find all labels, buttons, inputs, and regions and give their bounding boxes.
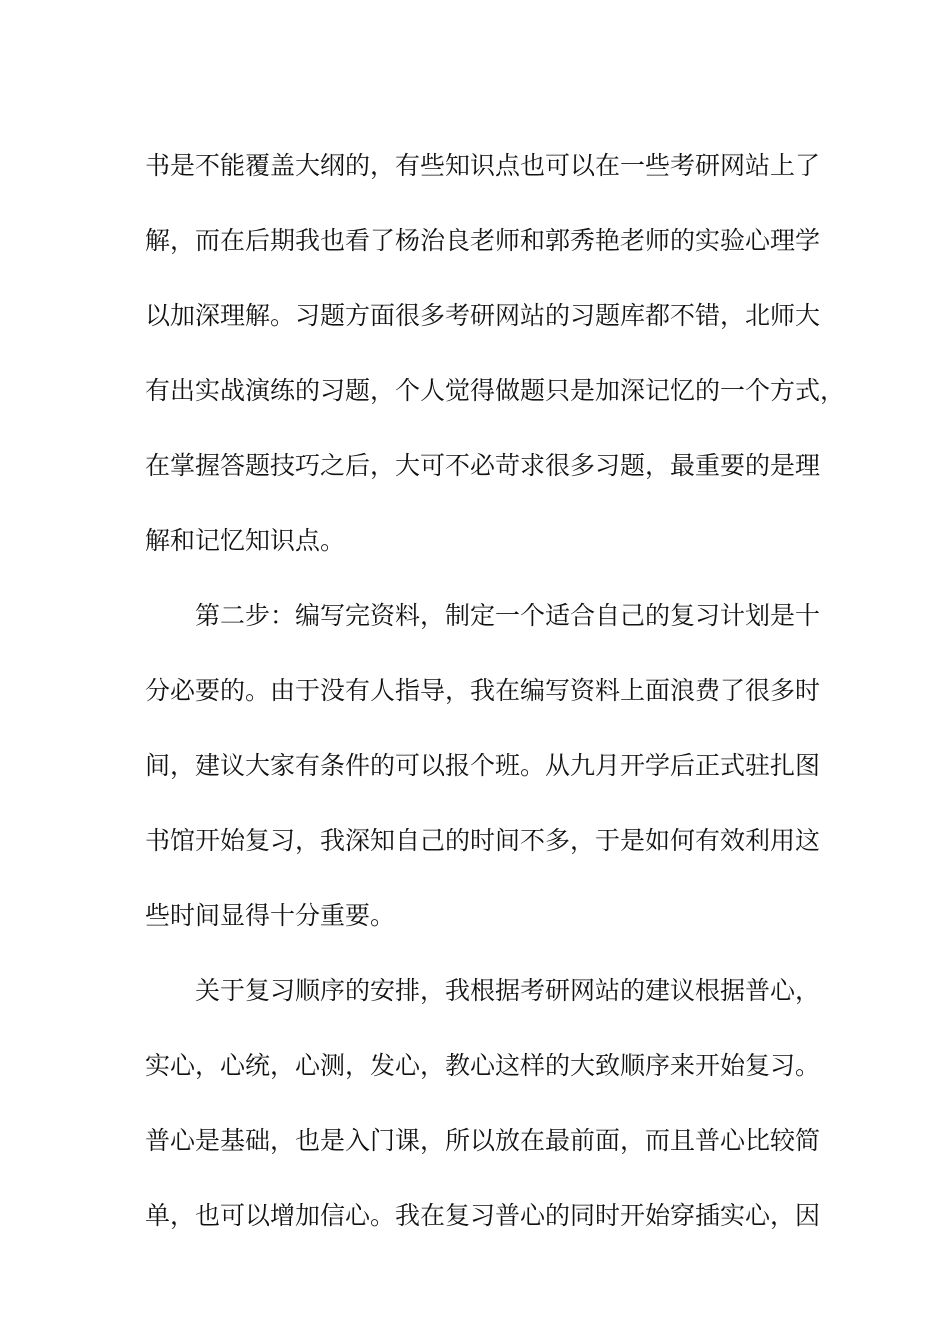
- paragraph-2: [145, 578, 821, 953]
- text-line: 普心是基础，也是入门课，所以放在最前面，而且普心比较简: [145, 1126, 821, 1155]
- text-line: 有出实战演练的习题，个人觉得做题只是加深记忆的一个方式，: [145, 376, 846, 405]
- text-line: 分必要的。由于没有人指导，我在编写资料上面浪费了很多时: [145, 676, 821, 705]
- text-line: 在掌握答题技巧之后，大可不必苛求很多习题，最重要的是理: [145, 451, 821, 480]
- text-line: 以加深理解。习题方面很多考研网站的习题库都不错，北师大: [145, 301, 821, 330]
- text-line: 些时间显得十分重要。: [145, 901, 396, 930]
- text-line: 解，而在后期我也看了杨治良老师和郭秀艳老师的实验心理学: [145, 226, 821, 255]
- paragraph-3: [145, 953, 821, 1253]
- text-line: 实心，心统，心测，发心，教心这样的大致顺序来开始复习。: [145, 1051, 821, 1080]
- text-line: 单，也可以增加信心。我在复习普心的同时开始穿插实心，因: [145, 1201, 821, 1230]
- text-line: 关于复习顺序的安排，我根据考研网站的建议根据普心，: [195, 976, 821, 1005]
- text-line: 书是不能覆盖大纲的，有些知识点也可以在一些考研网站上了: [145, 151, 821, 180]
- paragraph-1: [145, 128, 846, 578]
- document-body: [145, 128, 846, 1253]
- text-line: 解和记忆知识点。: [145, 526, 346, 555]
- text-line: 书馆开始复习，我深知自己的时间不多，于是如何有效利用这: [145, 826, 821, 855]
- text-line: 第二步：编写完资料，制定一个适合自己的复习计划是十: [195, 601, 821, 630]
- text-line: 间，建议大家有条件的可以报个班。从九月开学后正式驻扎图: [145, 751, 821, 780]
